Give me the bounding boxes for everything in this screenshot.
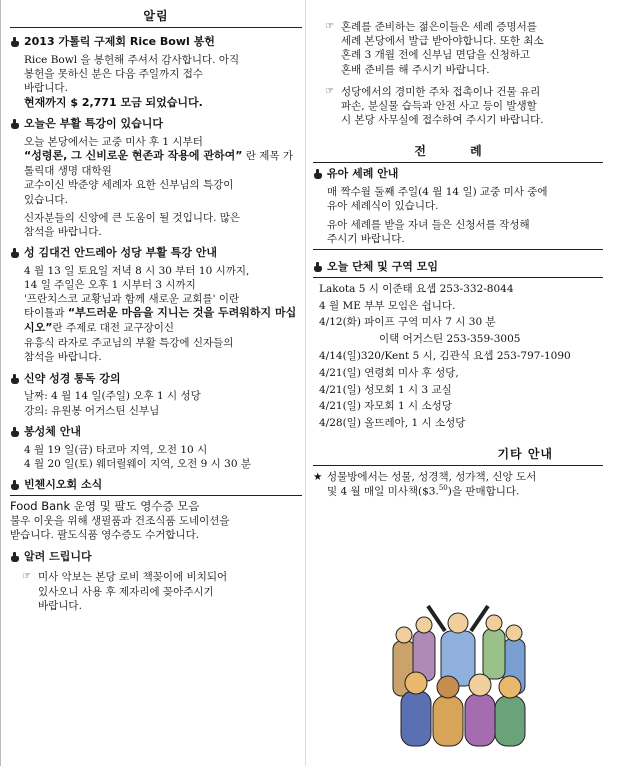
- pointing-hand-icon: [10, 374, 20, 384]
- right-column: [313, 6, 603, 499]
- pointing-hand-icon: [313, 262, 323, 272]
- notice-title: 알려 드립니다: [10, 550, 302, 565]
- meeting-row: 4/28(일) 올뜨레아, 1 시 소성당: [319, 417, 466, 430]
- meetings-title: 오늘 단체 및 구역 모임: [313, 260, 603, 278]
- meeting-row: 4/14(일)320/Kent 5 시, 김관식 요셉 253-797-1090: [319, 349, 571, 362]
- crowd-praising-illustration: [383, 601, 533, 751]
- pointing-hand-icon: [10, 427, 20, 437]
- left-column: [10, 6, 302, 617]
- notice-section-header: 알림: [10, 6, 302, 28]
- pointer-icon: ☞: [325, 21, 334, 32]
- page-edge: [0, 0, 1, 766]
- andrea-lecture-title: 성 김대건 안드레아 성당 부활 특강 안내: [10, 246, 302, 261]
- easter-lecture-body: 오늘 본당에서는 교중 미사 후 1 시부터 “성령론, 그 신비로운 현존과 작용에 관하여” 란 제목 가톨릭대 생명 대학원 교수이신 박준양 세례자 요한 신부님의 특강이 있습니다. 신자분들의 신앙에 큰 도움이 될 것입니다. 많은 참석을 바랍니다.: [24, 136, 294, 238]
- bongsung-title: 봉성체 안내: [10, 425, 302, 440]
- etc-body: ★ 성물방에서는 성물, 성경책, 성가책, 신앙 도서 및 4 월 매일 미사책($3.50)을 판매합니다.: [313, 471, 537, 498]
- rice-bowl-title: 2013 가톨릭 구제회 Rice Bowl 봉헌: [10, 35, 302, 50]
- pointing-hand-icon: [313, 169, 323, 179]
- wedding-note: ☞ 혼례를 준비하는 젊은이들은 세례 증명서를 세례 본당에서 발급 받아야합니다. 또한 최소 혼례 3 개월 전에 신부님 면담을 신청하고 혼배 준비를 해 주시기 바랍니다.: [325, 21, 544, 76]
- bible-lecture-title: 신약 성경 통독 강의: [10, 372, 302, 387]
- pointing-hand-icon: [10, 552, 20, 562]
- pointing-hand-icon: [10, 37, 20, 47]
- liturgy-section-header: 전 례: [313, 141, 603, 163]
- pointing-hand-icon: [10, 248, 20, 258]
- infant-baptism-title: 유아 세례 안내: [313, 167, 603, 182]
- infant-baptism-body: 매 짝수월 둘째 주일(4 월 14 일) 교중 미사 중에 유아 세례식이 있습니다. 유아 세례를 받을 자녀 들은 신청서를 작성해 주시기 바랍니다.: [313, 185, 603, 250]
- vincent-subtitle: Food Bank 운영 및 팔도 영수증 모음: [10, 498, 200, 513]
- meetings-list: [313, 281, 603, 432]
- meeting-row: 4 월 ME 부부 모임은 쉽니다.: [319, 299, 456, 312]
- pointing-hand-icon: [10, 480, 20, 490]
- crowd-figures: [393, 606, 525, 746]
- pointing-hand-icon: [10, 119, 20, 129]
- star-icon: ★: [313, 471, 323, 484]
- pointer-icon: ☞: [22, 571, 31, 583]
- meeting-row: 4/21(일) 자모회 1 시 소성당: [319, 400, 452, 413]
- easter-lecture-title: 오늘은 부활 특강이 있습니다: [10, 117, 302, 132]
- pointer-icon: ☞: [325, 85, 334, 97]
- notice-body: ☞ 미사 악보는 본당 로비 책꽂이에 비치되어 있사오니 사용 후 제자리에 꽂아주시기 바랍니다.: [22, 571, 228, 612]
- rice-bowl-body: Rice Bowl 을 봉헌해 주셔서 감사합니다. 아직 봉헌을 못하신 분은 다음 주일까지 접수 바랍니다. 현재까지 $ 2,771 모금 되었습니다.: [10, 53, 302, 110]
- meeting-row: 4/21(일) 성모회 1 시 3 교실: [319, 383, 452, 396]
- meeting-row: 4/21(일) 연령회 미사 후 성당,: [319, 366, 459, 379]
- column-divider: [305, 0, 306, 766]
- bible-lecture-body: 날짜: 4 월 14 일(주일) 오후 1 시 성당 강의: 유원봉 어거스틴 신부님: [24, 390, 201, 417]
- vincent-title: 빈첸시오회 소식: [10, 478, 302, 496]
- rice-bowl-total: 현재까지 $ 2,771 모금 되었습니다.: [24, 95, 203, 109]
- andrea-lecture-body: 4 월 13 일 토요일 저녁 8 시 30 부터 10 시까지, 14 일 주일은 오후 1 시부터 3 시까지 '프란치스코 교황님과 함께 새로운 교회를' 이란 타이틀과 “부드러운 마음을 지니는 것을 두려워하지 마십시오”란 주제로 대전 교구장이신 유흥식 라자로 주교님의 부활 특강에 신자들의 참석을 바랍니다.: [24, 264, 297, 364]
- meeting-row: 4/12(화) 파이프 구역 미사 7 시 30 분: [319, 316, 496, 329]
- parking-note: ☞ 성당에서의 경미한 주차 접촉이나 건물 유리 파손, 분실물 습득과 안전 사고 등이 발생할 시 본당 사무실에 접수하여 주시기 바랍니다.: [325, 85, 544, 127]
- meeting-row: Lakota 5 시 이준태 요셉 253-332-8044: [319, 282, 514, 295]
- vincent-body: Food Bank 운영 및 팔도 영수증 모음 불우 이웃을 위해 생필품과 건조식품 도네이션을 받습니다. 팔도식품 영수증도 수거합니다.: [10, 499, 302, 543]
- etc-section-header: 기타 안내: [313, 444, 603, 466]
- bongsung-body: 4 월 19 일(금) 타코마 지역, 오전 10 시 4 월 20 일(토) 웨더릴웨이 지역, 오전 9 시 30 분: [24, 443, 251, 470]
- meeting-row: 이택 어거스틴 253-359-3005: [379, 333, 521, 346]
